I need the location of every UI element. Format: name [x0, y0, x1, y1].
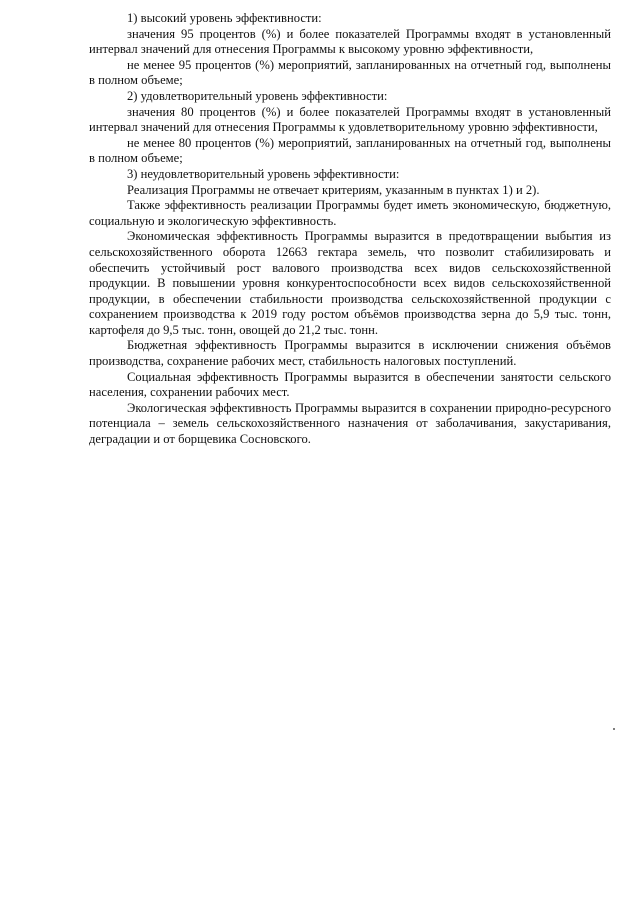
paragraph-level-satisfactory: 2) удовлетворительный уровень эффективности: [127, 88, 388, 103]
paragraph-efficiency-types: Также эффективность реализации Программы будет иметь экономическую, бюджетную, социальную и экологическую эффективность. [89, 198, 611, 228]
paragraph-budget-efficiency: Бюджетная эффективность Программы выразится в исключении снижения объёмов производства, сохранение рабочих мест, стабильность налоговых поступлений. [89, 338, 611, 369]
scan-speck [613, 728, 615, 730]
paragraph-high-indicators: значения 95 процентов (%) и более показателей Программы входят в установленный интервал значений для отнесения Программы к высокому уровню эффективности, [89, 26, 611, 57]
paragraph-satisfactory-indicators: значения 80 процентов (%) и более показателей Программы входят в установленный интервал значений для отнесения Программы к удовлетворительному уровню эффективности, [89, 104, 611, 135]
document-body [89, 11, 611, 448]
paragraph-high-activities: не менее 95 процентов (%) мероприятий, запланированных на отчетный год, выполнены в полном объеме; [89, 57, 611, 88]
paragraph-satisfactory-activities: не менее 80 процентов (%) мероприятий, запланированных на отчетный год, выполнены в полном объеме; [89, 135, 611, 166]
paragraph-social-efficiency: Социальная эффективность Программы выразится в обеспечении занятости сельского населения, сохранении рабочих мест. [89, 369, 611, 400]
paragraph-level-unsatisfactory: 3) неудовлетворительный уровень эффективности: [127, 166, 400, 181]
paragraph-unsatisfactory-criteria: Реализация Программы не отвечает критериям, указанным в пунктах 1) и 2). [127, 182, 540, 197]
paragraph-economic-efficiency: Экономическая эффективность Программы выразится в предотвращении выбытия из сельскохозяйственного оборота 12663 гектара земель, что позволит стабилизировать и обеспечить устойчивый рост валового производства всех видов сельскохозяйственной продукции. В повышении уровня конкурентоспособности всех видов сельскохозяйственной продукции, в обеспечении стабильности производства сельскохозяйственной продукции с сохранением производства к 2019 году ростом объёмов производства зерна до 5,9 тыс. тонн, картофеля до 9,5 тыс. тонн, овощей до 21,2 тыс. тонн. [89, 229, 611, 337]
paragraph-level-high: 1) высокий уровень эффективности: [127, 11, 322, 25]
paragraph-ecological-efficiency: Экологическая эффективность Программы выразится в сохранении природно-ресурсного потенциала – земель сельскохозяйственного назначения от заболачивания, закустаривания, деградации и от борщевика Сосновского. [89, 400, 611, 447]
